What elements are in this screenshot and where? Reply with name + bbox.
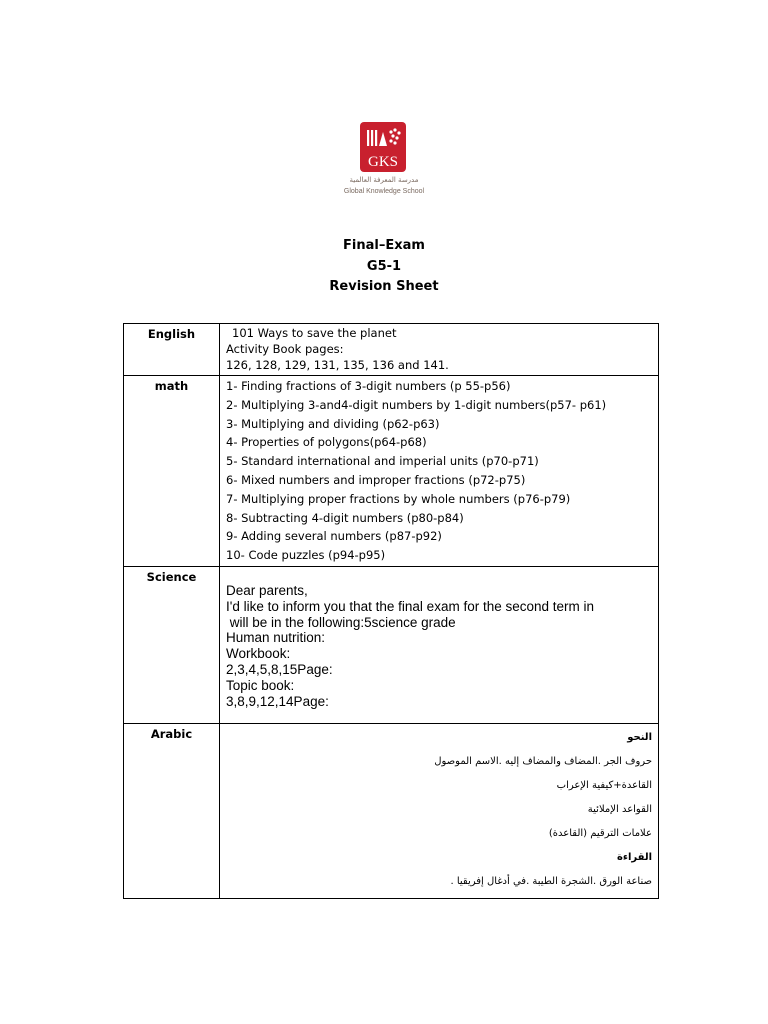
english-line: 126, 128, 129, 131, 135, 136 and 141. (226, 358, 449, 372)
revision-table (123, 323, 659, 899)
science-line: Topic book: (226, 677, 295, 693)
math-line: 7- Multiplying proper fractions by whole numbers (p76-p79) (226, 491, 571, 506)
math-line: 10- Code puzzles (p94-p95) (226, 548, 386, 563)
content-arabic (220, 723, 659, 898)
science-line: 2,3,4,5,8,15Page: (226, 661, 333, 677)
math-line: 2- Multiplying 3-and4-digit numbers by 1-digit numbers(p57- p61) (226, 397, 607, 412)
table-row-math (124, 376, 659, 567)
science-line: I'd like to inform you that the final exam for the second term in (226, 598, 595, 614)
english-line: 101 Ways to save the planet (232, 326, 397, 340)
title-line-2: G5-1 (366, 258, 402, 274)
table-row-science (124, 566, 659, 723)
arabic-heading: النحو (627, 731, 652, 743)
subject-english: English (124, 324, 220, 376)
table-row-english (124, 324, 659, 376)
arabic-line: حروف الجر .المضاف والمضاف إليه .الاسم الموصول (434, 755, 652, 767)
document-title (0, 236, 768, 298)
logo-arabic-name: مدرسة المعرفة العالمية (349, 176, 419, 184)
arabic-line: علامات الترقيم (القاعدة) (548, 827, 652, 839)
title-line-3: Revision Sheet (329, 279, 439, 294)
english-line: Activity Book pages: (226, 342, 344, 356)
content-math (220, 376, 659, 567)
title-line-1: Final–Exam (343, 238, 425, 253)
subject-arabic: Arabic (124, 723, 220, 898)
content-science (220, 566, 659, 723)
arabic-line: القاعدة+كيفية الإعراب (556, 779, 652, 791)
gks-logo-icon (360, 122, 406, 172)
school-logo (330, 118, 438, 204)
science-line: 3,8,9,12,14Page: (226, 693, 329, 709)
math-line: 5- Standard international and imperial units (p70-p71) (226, 454, 539, 469)
math-line: 4- Properties of polygons(p64-p68) (226, 435, 427, 450)
arabic-heading: القراءة (616, 851, 652, 863)
content-english (220, 324, 659, 376)
arabic-line: صناعة الورق .الشجرة الطيبة .في أدغال إفريقيا . (450, 875, 652, 887)
science-line: Human nutrition: (226, 630, 326, 646)
svg-text:GKS: GKS (367, 154, 399, 170)
arabic-line: القواعد الإملائية (587, 803, 652, 815)
math-line: 3- Multiplying and dividing (p62-p63) (226, 416, 440, 431)
math-line: 6- Mixed numbers and improper fractions (p72-p75) (226, 472, 526, 487)
science-line: Workbook: (226, 646, 291, 662)
subject-math: math (124, 376, 220, 567)
math-line: 8- Subtracting 4-digit numbers (p80-p84) (226, 510, 464, 525)
subject-science: Science (124, 566, 220, 723)
math-line: 1- Finding fractions of 3-digit numbers (p 55-p56) (226, 379, 511, 393)
logo-english-name: Global Knowledge School (343, 188, 425, 195)
science-line: Dear parents, (226, 582, 308, 598)
math-line: 9- Adding several numbers (p87-p92) (226, 529, 442, 544)
table-row-arabic (124, 723, 659, 898)
science-line: will be in the following:5science grade (226, 614, 456, 630)
